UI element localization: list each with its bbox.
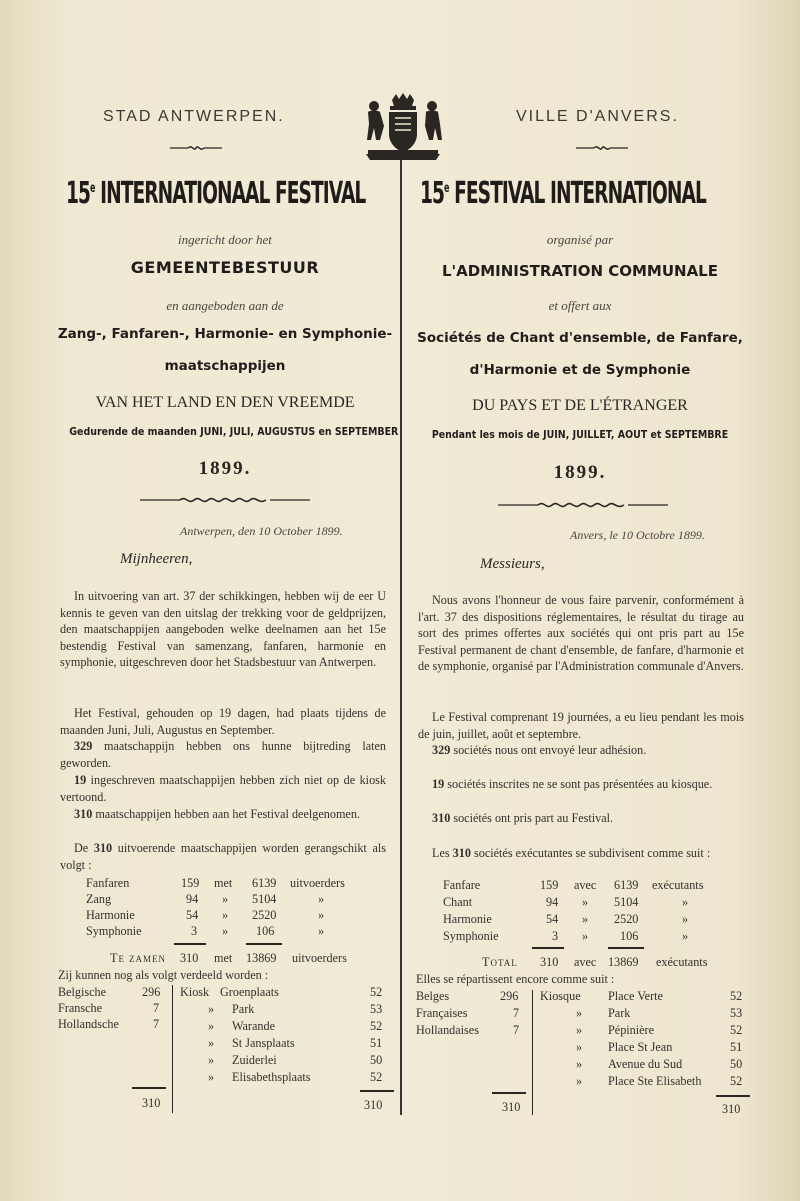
sum-value: 310	[142, 1096, 161, 1110]
list-item: Zuiderlei	[232, 1053, 277, 1067]
table-cell: 7	[153, 1017, 160, 1031]
ornament-flourish-icon	[170, 143, 222, 153]
list-item: Avenue du Sud	[608, 1057, 683, 1071]
distribution-intro-french: Elles se répartissent encore comme suit :	[416, 972, 615, 986]
year-dutch: 1899.	[198, 458, 252, 479]
subtitle-offered-to-french: et offert aux	[548, 298, 612, 313]
table-cell: »	[318, 924, 325, 938]
list-item: Belges	[416, 989, 450, 1003]
table-cell: 2520	[252, 908, 277, 922]
table-cell: uitvoerders	[290, 876, 345, 890]
table-cell: 310	[540, 955, 559, 969]
list-item: Fransche	[58, 1001, 102, 1015]
table-cell: 3	[552, 929, 559, 943]
table-cell: 6139	[252, 876, 277, 890]
table-row: Zang	[86, 892, 112, 906]
sum-value: 310	[502, 1100, 521, 1114]
ditto-mark: »	[576, 1057, 583, 1071]
table-separator	[532, 990, 533, 1115]
subtitle-organized-by-french: organisé par	[546, 232, 614, 247]
table-cell: »	[318, 908, 325, 922]
table-cell: 51	[370, 1036, 383, 1050]
sum-value: 310	[364, 1098, 383, 1112]
ditto-mark: »	[208, 1002, 215, 1016]
table-cell: 51	[730, 1040, 743, 1054]
list-item: Warande	[232, 1019, 276, 1033]
table-cell: 94	[186, 892, 199, 906]
subtitle-offered-to-dutch: en aangeboden aan de	[166, 298, 284, 313]
table-cell: 7	[153, 1001, 160, 1015]
paragraph-festival-days-french: Le Festival comprenant 19 journées, a eu lieu pendant les mois de juin, juillet, août et septembre.	[418, 710, 744, 741]
ornament-flourish-icon	[576, 143, 628, 153]
table-cell: 5104	[252, 892, 277, 906]
table-cell: »	[682, 895, 689, 909]
antwerp-coat-of-arms-icon	[362, 92, 444, 162]
country-line-french: DU PAYS ET DE L'ÉTRANGER	[472, 397, 688, 414]
table-cell: 13869	[608, 955, 639, 969]
table-row: Symphonie	[86, 924, 142, 938]
table-cell: 50	[370, 1053, 383, 1067]
list-item: Hollandaises	[416, 1023, 479, 1037]
festival-title-dutch: 15e INTERNATIONAAL FESTIVAL	[66, 176, 366, 211]
list-item: Place Verte	[608, 989, 663, 1003]
table-row: Harmonie	[443, 912, 492, 926]
table-cell: 94	[546, 895, 559, 909]
societies-line1-dutch: Zang-, Fanfaren-, Harmonie- en Symphonie-	[57, 326, 393, 342]
date-dutch: Antwerpen, den 10 October 1899.	[180, 524, 343, 538]
table-cell: »	[582, 895, 589, 909]
paragraph-intro-dutch: In uitvoering van art. 37 der schikkingen, hebben wij de eer U kennis te geven van den uitslag der trekking voor de geldprijzen, den maatschappijen aangeboden welke deelnamen aan het 15e bestendig Festival van samenzang, fanfaren, harmonie en symphonie, uitgeschreven door het Stadsbestuur van Antwerpen.	[60, 589, 386, 669]
city-name-dutch: STAD ANTWERPEN.	[103, 108, 285, 125]
paragraph-classification-dutch: De 310 uitvoerende maatschappijen worden gerangschikt als volgt :	[60, 841, 386, 872]
year-french: 1899.	[553, 462, 607, 483]
table-cell: met	[214, 951, 233, 965]
list-item: Françaises	[416, 1006, 468, 1020]
sum-rule	[532, 947, 564, 949]
table-cell: 50	[730, 1057, 743, 1071]
table-cell: 106	[256, 924, 275, 938]
ditto-mark: »	[208, 1070, 215, 1084]
city-name-french: VILLE D'ANVERS.	[516, 108, 679, 125]
list-item: Belgische	[58, 985, 107, 999]
table-cell: 13869	[246, 951, 277, 965]
table-cell: »	[222, 924, 229, 938]
table-cell: avec	[574, 878, 597, 892]
table-row: Harmonie	[86, 908, 135, 922]
table-cell: 106	[620, 929, 639, 943]
ditto-mark: »	[208, 1036, 215, 1050]
table-cell: 296	[142, 985, 161, 999]
subtitle-organized-by-dutch: ingericht door het	[178, 232, 272, 247]
table-cell: 52	[730, 1074, 743, 1088]
table-cell: met	[214, 876, 233, 890]
table-cell: 52	[730, 1023, 743, 1037]
table-cell: »	[222, 908, 229, 922]
months-line-french: Pendant les mois de JUIN, JUILLET, AOUT et SEPTEMBRE	[431, 429, 729, 441]
table-separator	[172, 985, 173, 1113]
table-cell: 53	[370, 1002, 383, 1016]
table-cell: 159	[181, 876, 200, 890]
paragraph-intro-french: Nous avons l'honneur de vous faire parvenir, conformément à l'art. 37 des dispositions réglementaires, le résultat du tirage au sort des primes offertes aux sociétés qui ont pris part au 15e Festival permanent de chant d'ensemble, de fanfare, d'harmonie et de symphonie, organisé par l'Administration communale d'Anvers.	[418, 593, 744, 673]
list-item: Place Ste Elisabeth	[608, 1074, 702, 1088]
paragraph-absent-dutch: 19 ingeschreven maatschappijen hebben zich niet op de kiosk vertoond.	[60, 773, 386, 804]
table-row: Symphonie	[443, 929, 499, 943]
distribution-intro-dutch: Zij kunnen nog als volgt verdeeld worden :	[58, 968, 269, 982]
festival-title-french: 15e FESTIVAL INTERNATIONAL	[420, 176, 706, 211]
societies-line2-dutch: maatschappijen	[164, 358, 286, 374]
ditto-mark: »	[576, 1006, 583, 1020]
societies-line1-french: Sociétés de Chant d'ensemble, de Fanfare,	[417, 330, 743, 346]
sum-rule	[608, 947, 644, 949]
paragraph-participants-dutch: 310 maatschappijen hebben aan het Festival deelgenomen.	[74, 807, 360, 821]
table-cell: 5104	[614, 895, 639, 909]
table-cell: 53	[730, 1006, 743, 1020]
table-cell: uitvoerders	[292, 951, 347, 965]
table-cell: avec	[574, 955, 597, 969]
date-french: Anvers, le 10 Octobre 1899.	[570, 528, 705, 542]
list-item: Pépinière	[608, 1023, 655, 1037]
months-line-dutch: Gedurende de maanden JUNI, JULI, AUGUSTUS en SEPTEMBER	[69, 426, 399, 438]
table-row: Fanfare	[443, 878, 481, 892]
organizer-dutch: GEMEENTEBESTUUR	[130, 258, 320, 277]
table-cell: 296	[500, 989, 519, 1003]
table-cell: »	[318, 892, 325, 906]
ditto-mark: »	[208, 1053, 215, 1067]
table-cell: »	[682, 912, 689, 926]
sum-rule	[360, 1090, 394, 1092]
table-cell: 52	[370, 1019, 383, 1033]
sum-value: 310	[722, 1102, 741, 1116]
paragraph-classification-french: Les 310 sociétés exécutantes se subdivisent comme suit :	[432, 846, 711, 860]
ornament-divider-icon	[140, 495, 310, 505]
table-cell: 54	[186, 908, 199, 922]
list-item: Park	[232, 1002, 255, 1016]
total-label-french: Total	[482, 955, 518, 969]
table-cell: 310	[180, 951, 199, 965]
table-cell: 54	[546, 912, 559, 926]
sum-rule	[174, 943, 206, 945]
list-item: Groenplaats	[220, 985, 279, 999]
list-item: St Jansplaats	[232, 1036, 295, 1050]
sum-rule	[716, 1095, 750, 1097]
salutation-dutch: Mijnheeren,	[120, 551, 193, 567]
list-item: Elisabethsplaats	[232, 1070, 311, 1084]
table-cell: 2520	[614, 912, 639, 926]
ditto-mark: »	[576, 1074, 583, 1088]
table-cell: exécutants	[652, 878, 704, 892]
table-cell: 6139	[614, 878, 639, 892]
paragraph-festival-days-dutch: Het Festival, gehouden op 19 dagen, had plaats tijdens de maanden Juni, Juli, Augustus en September.	[60, 706, 386, 737]
sum-rule	[246, 943, 282, 945]
table-cell: 3	[191, 924, 198, 938]
table-cell: 7	[513, 1006, 520, 1020]
salutation-french: Messieurs,	[480, 556, 545, 572]
list-item: Hollandsche	[58, 1017, 119, 1031]
kiosk-label: Kiosk	[180, 985, 210, 999]
paragraph-adhesions-french: 329 sociétés nous ont envoyé leur adhésion.	[432, 743, 647, 757]
table-cell: »	[582, 929, 589, 943]
table-row: Chant	[443, 895, 473, 909]
table-cell: 52	[370, 1070, 383, 1084]
list-item: Place St Jean	[608, 1040, 673, 1054]
organizer-french: L'ADMINISTRATION COMMUNALE	[442, 262, 718, 280]
country-line-dutch: VAN HET LAND EN DEN VREEMDE	[95, 394, 355, 411]
ornament-divider-icon	[498, 500, 668, 510]
ditto-mark: »	[208, 1019, 215, 1033]
paragraph-participants-french: 310 sociétés ont pris part au Festival.	[432, 811, 614, 825]
paragraph-adhesions-dutch: 329 maatschappijn hebben ons hunne bijtreding laten geworden.	[60, 739, 386, 770]
table-cell: 159	[540, 878, 559, 892]
list-item: Park	[608, 1006, 631, 1020]
paragraph-absent-french: 19 sociétés inscrites ne se sont pas présentées au kiosque.	[432, 777, 713, 791]
societies-line2-french: d'Harmonie et de Symphonie	[469, 362, 691, 378]
ditto-mark: »	[576, 1040, 583, 1054]
total-label-dutch: Te zamen	[110, 951, 166, 965]
table-cell: exécutants	[656, 955, 708, 969]
sum-rule	[132, 1087, 166, 1089]
table-cell: 52	[370, 985, 383, 999]
table-cell: »	[682, 929, 689, 943]
table-cell: 7	[513, 1023, 520, 1037]
ditto-mark: »	[576, 1023, 583, 1037]
table-cell: »	[222, 892, 229, 906]
table-cell: 52	[730, 989, 743, 1003]
column-divider	[400, 160, 402, 1115]
kiosk-label: Kiosque	[540, 989, 581, 1003]
sum-rule	[492, 1092, 526, 1094]
table-cell: »	[582, 912, 589, 926]
table-row: Fanfaren	[86, 876, 130, 890]
